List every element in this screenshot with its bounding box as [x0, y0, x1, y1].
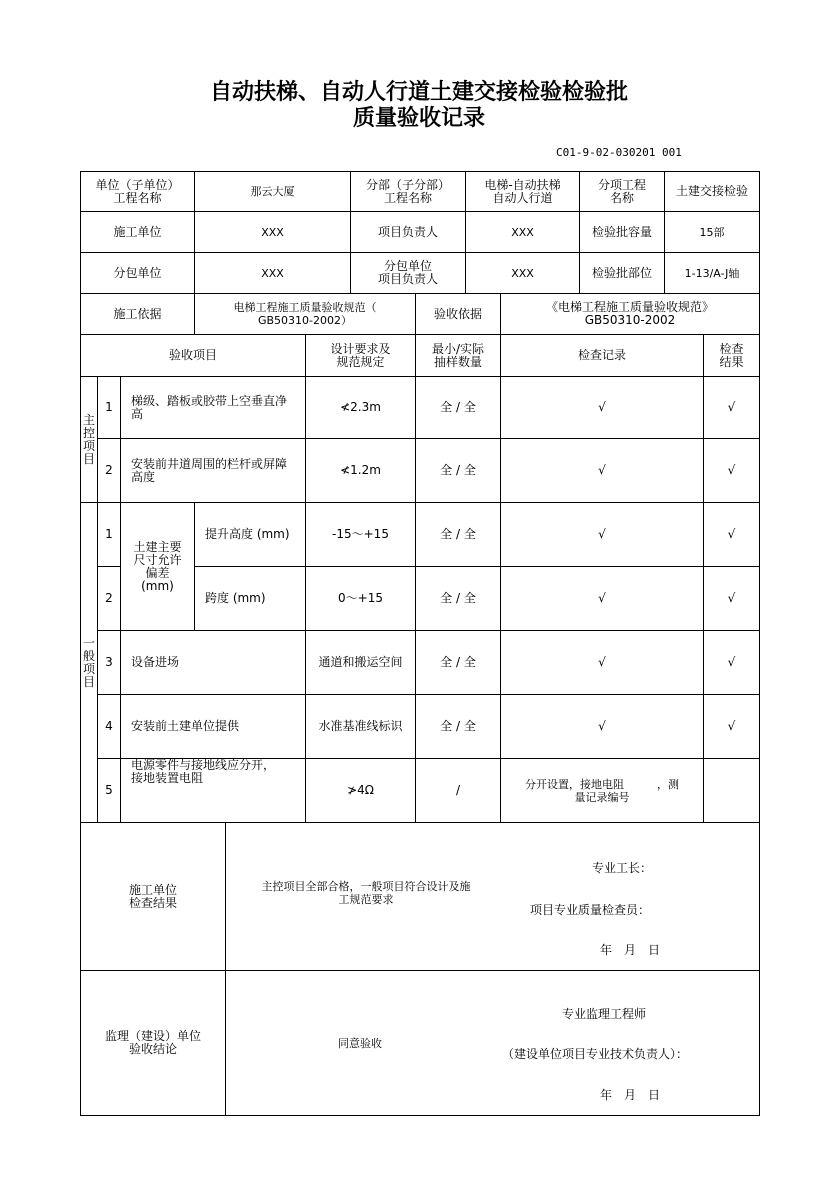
item-record: 分开设置，接地电阻 ，测 量记录编号 [525, 777, 679, 804]
item-design: ≮2.3m [340, 400, 381, 414]
item-design: ≯4Ω [347, 783, 374, 797]
sub-project-manager-value: XXX [511, 266, 534, 280]
item-sample: 全 / 全 [440, 591, 476, 605]
construction-basis-value: 电梯工程施工质量验收规范（ GB50310-2002） [233, 301, 377, 327]
supervision-comment: 同意验收 [338, 1036, 382, 1050]
subdivision-label: 分部（子分部） 工程名称 [365, 177, 450, 205]
item-design: 0～+15 [338, 591, 383, 605]
sub-project-manager-label: 分包单位 项目负责人 [377, 259, 438, 286]
item-number: 2 [105, 591, 113, 605]
item-name: 安装前土建单位提供 [131, 719, 240, 733]
main-control-group-label: 主 控 项 目 [83, 412, 96, 466]
acceptance-basis-label: 验收依据 [433, 306, 482, 321]
item-sample: 全 / 全 [440, 527, 476, 541]
general-group-label: 一 般 项 目 [83, 635, 96, 689]
item-name: 设备进场 [131, 655, 180, 669]
item-record: √ [598, 655, 606, 669]
item-name: 电源零件与接地线应分开， 接地装置电阻 [131, 758, 276, 785]
form-title-line1: 自动扶梯、自动人行道土建交接检验检验批 [209, 80, 628, 105]
item-result [704, 759, 759, 822]
item-number: 2 [105, 463, 113, 477]
item-result: √ [727, 591, 736, 605]
item-name: 梯级、踏板或胶带上空垂直净高 [131, 393, 288, 421]
col-item-header: 验收项目 [168, 348, 217, 362]
item-design: ≮1.2m [340, 463, 381, 477]
batch-capacity-value: 15部 [699, 225, 725, 239]
unit-name-value: 那云大厦 [250, 185, 295, 198]
item-number: 1 [105, 527, 113, 541]
item-record: √ [598, 463, 606, 477]
subdivision-value: 电梯-自动扶梯 自动人行道 [484, 177, 561, 205]
construction-check-date: 年 月 日 [600, 942, 661, 957]
item-record: √ [598, 591, 606, 605]
construction-check-comment: 主控项目全部合格，一般项目符合设计及施 工规范要求 [261, 880, 471, 906]
col-record-header: 检查记录 [577, 348, 626, 362]
item-number: 3 [105, 655, 113, 669]
form-title-line2: 质量验收记录 [352, 106, 485, 131]
item-sample: 全 / 全 [440, 655, 476, 669]
acceptance-basis-value: 《电梯工程施工质量验收规范》 GB50310-2002 [545, 300, 714, 327]
col-sample-header: 最小/实际 抽样数量 [431, 341, 485, 369]
batch-capacity-label: 检验批容量 [591, 224, 652, 239]
item-record: √ [598, 527, 606, 541]
unit-name-label: 单位（子单位） 工程名称 [95, 177, 180, 205]
subcontractor-value: XXX [261, 266, 284, 280]
item-sample: / [455, 783, 461, 797]
col-result-header: 检查 结果 [719, 341, 744, 369]
item-name: 提升高度 (mm) [205, 527, 290, 541]
subcontractor-label: 分包单位 [113, 265, 162, 280]
supervision-date: 年 月 日 [600, 1087, 661, 1102]
owner-technical-lead-label: （建设单位项目专业技术负责人）： [502, 1046, 689, 1061]
item-design: 水准基准线标识 [318, 719, 403, 733]
item-sample: 全 / 全 [440, 719, 476, 733]
item-number: 4 [105, 719, 113, 733]
project-manager-label: 项目负责人 [377, 224, 438, 239]
supervision-label: 监理（建设）单位 验收结论 [104, 1029, 201, 1056]
item-design: -15～+15 [332, 527, 389, 541]
construction-basis-label: 施工依据 [113, 306, 162, 321]
contractor-label: 施工单位 [113, 224, 162, 239]
item-sample: 全 / 全 [440, 463, 476, 477]
dimension-deviation-label: 土建主要 尺寸允许 偏差 (mm) [133, 539, 182, 593]
item-result: √ [727, 527, 736, 541]
item-sample: 全 / 全 [440, 400, 476, 414]
item-record: √ [598, 400, 606, 414]
item-name: 安装前井道周围的栏杆或屏障高度 [131, 456, 288, 484]
batch-location-value: 1-13/A-J轴 [684, 266, 740, 280]
form-code: C01-9-02-030201 001 [556, 146, 682, 159]
contractor-value: XXX [261, 225, 284, 239]
item-result: √ [727, 463, 736, 477]
supervision-engineer-label: 专业监理工程师 [562, 1006, 647, 1021]
item-name: 跨度 (mm) [205, 591, 266, 605]
sub-item-value: 土建交接检验 [675, 184, 748, 198]
sub-item-label: 分项工程 名称 [597, 177, 646, 205]
quality-inspector-label: 项目专业质量检查员： [530, 902, 651, 917]
construction-check-label: 施工单位 检查结果 [128, 882, 177, 910]
item-result: √ [727, 719, 736, 733]
col-design-header: 设计要求及 规范规定 [330, 341, 391, 369]
project-manager-value: XXX [511, 225, 534, 239]
item-number: 1 [105, 400, 113, 414]
item-record: √ [598, 719, 606, 733]
item-result: √ [727, 655, 736, 669]
item-result: √ [727, 400, 736, 414]
item-number: 5 [105, 783, 113, 797]
foreman-label: 专业工长： [592, 860, 653, 875]
item-design: 通道和搬运空间 [318, 655, 403, 669]
batch-location-label: 检验批部位 [591, 265, 652, 280]
